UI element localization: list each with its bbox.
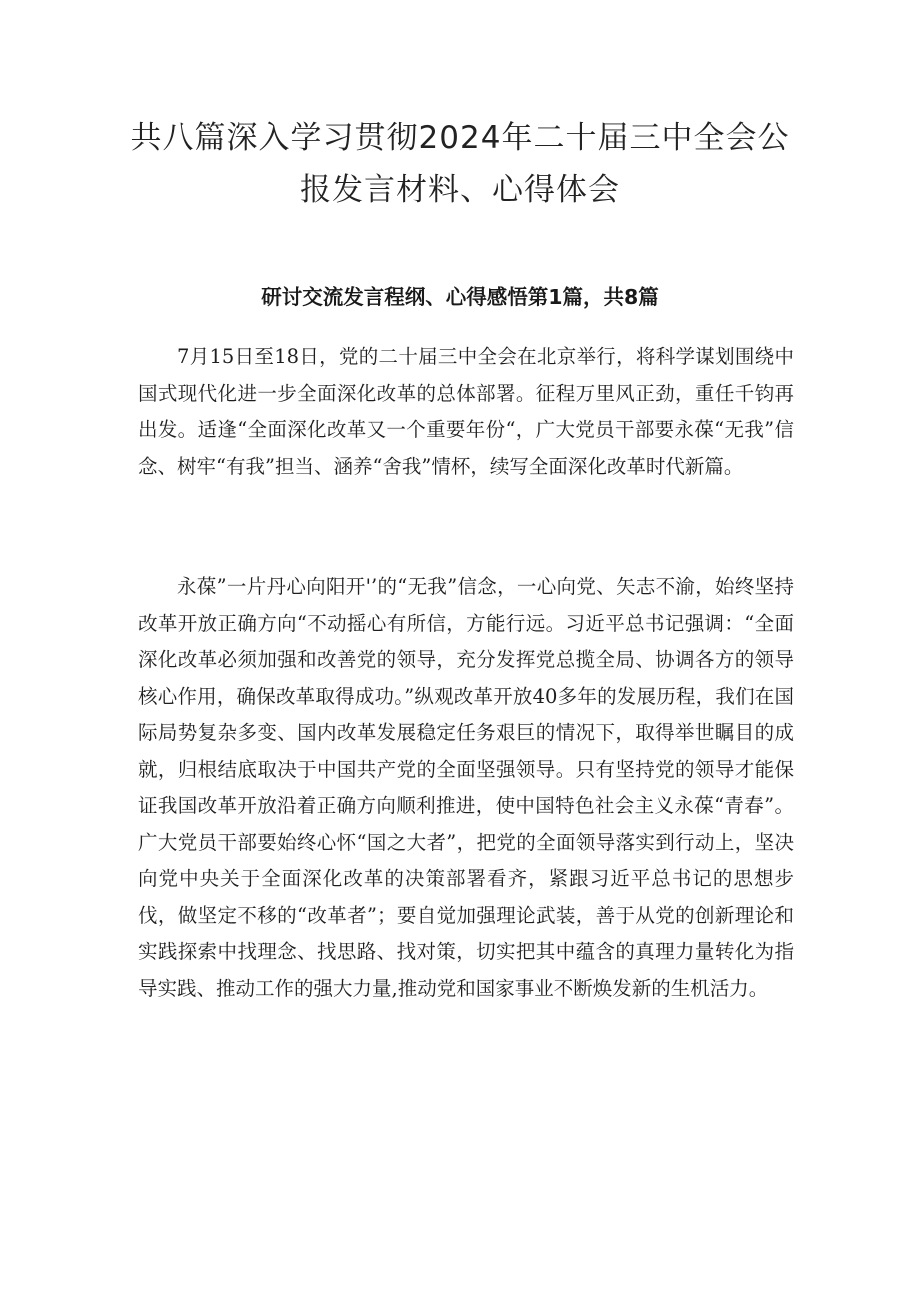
document-title: 共八篇深入学习贯彻2024年二十届三中全会公报发言材料、心得体会 bbox=[130, 120, 790, 208]
section-heading: 研讨交流发言程纲、心得感悟第1篇，共8篇 bbox=[261, 285, 659, 309]
body-paragraph-2: 永葆”一片丹心向阳开'’的“无我”信念，一心向党、矢志不渝，始终坚持改革开放正确方向“不动摇心有所信，方能行远。习近平总书记强调：“全面深化改革必须加强和改善党的领导，充分发挥党总揽全局、协调各方的领导核心作用，确保改革取得成功。”纵观改革开放40多年的发展历程，我们在国际局势复杂多变、国内改革发展稳定任务艰巨的情况下，取得举世瞩目的成就，归根结底取决于中国共产党的全面坚强领导。只有坚持党的领导才能保证我国改革开放沿着正确方向顺利推进，使中国特色社会主义永葆“青春”。广大党员干部要始终心怀“国之大者”，把党的全面领导落实到行动上，坚决向党中央关于全面深化改革的决策部署看齐，紧跟习近平总书记的思想步伐，做坚定不移的“改革者”；要自觉加强理论武装，善于从党的创新理论和实践探索中找理念、找思路、找对策，切实把其中蕴含的真理力量转化为指导实践、推动工作的强大力量,推动党和国家事业不断焕发新的生机活力。 bbox=[138, 575, 794, 1000]
body-paragraph-1: 7月15日至18日，党的二十届三中全会在北京举行，将科学谋划围绕中国式现代化进一步全面深化改革的总体部署。征程万里风正劲，重任千钧再出发。适逢“全面深化改革又一个重要年份“，广大党员干部要永葆“无我”信念、树牢“有我”担当、涵养“舍我”情杯，续写全面深化改革时代新篇。 bbox=[138, 345, 794, 478]
